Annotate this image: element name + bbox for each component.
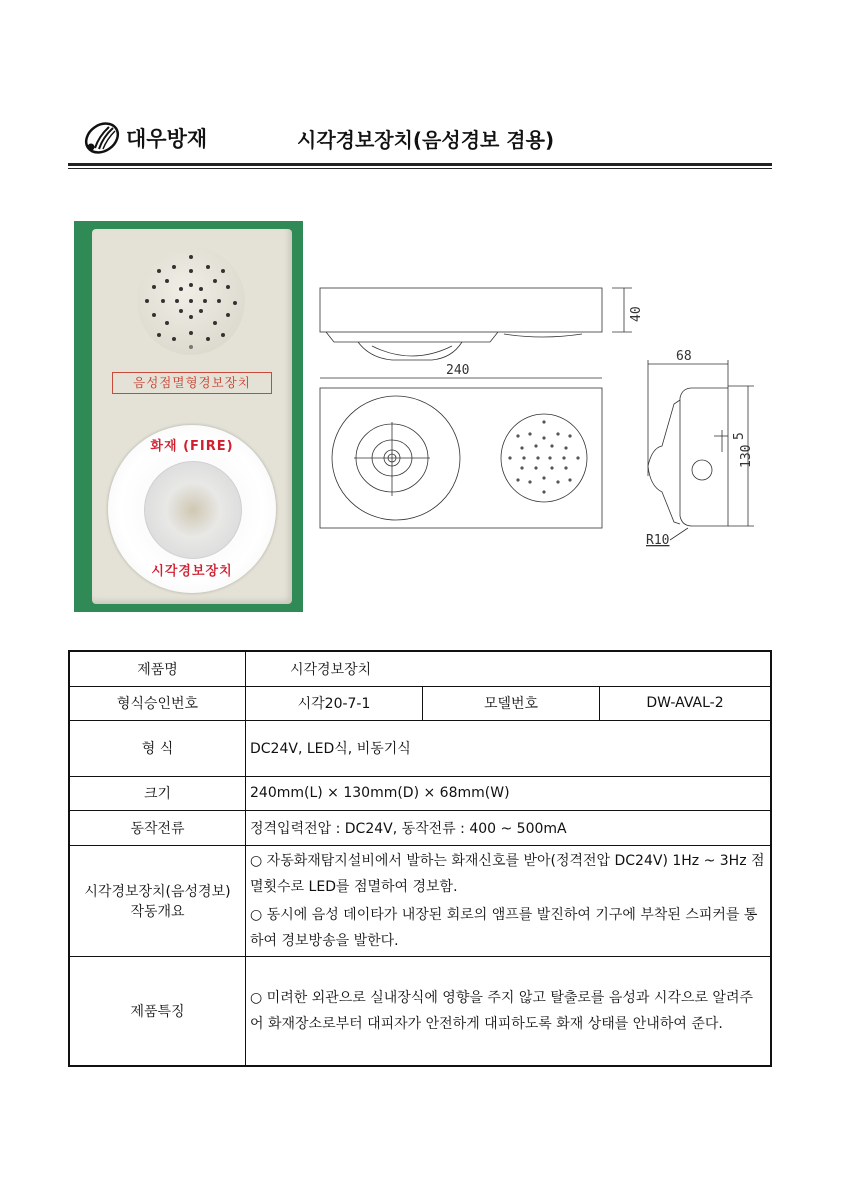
size-label: 크기: [69, 776, 246, 810]
product-name-label: 제품명: [69, 651, 246, 686]
type-value: DC24V, LED식, 비동기식: [246, 720, 772, 776]
approval-label: 형식승인번호: [69, 686, 246, 720]
dim-height: 40: [629, 306, 644, 322]
size-value: 240mm(L) × 130mm(D) × 68mm(W): [246, 776, 772, 810]
strobe-lens: [144, 461, 242, 559]
document-title: 시각경보장치(음성경보 겸용): [297, 128, 555, 152]
svg-text:68: 68: [676, 349, 692, 364]
operation-paragraph-2: ○ 동시에 음성 데이타가 내장된 회로의 앰프를 발진하여 기구에 부착된 스피커를 통하여 경보방송을 발한다.: [250, 906, 758, 949]
current-value: 정격입력전압 : DC24V, 동작전류 : 400 ~ 500mA: [246, 810, 772, 845]
operation-label-line1: 시각경보장치(음성경보): [84, 883, 231, 900]
strobe-top-text: 화재 (FIRE): [150, 439, 234, 454]
header-rule-thick: [68, 163, 772, 166]
svg-text:240: 240: [446, 363, 470, 378]
operation-label: [69, 845, 246, 956]
speaker-grille: [137, 247, 245, 355]
strobe-light: [108, 425, 276, 593]
table-row: [69, 720, 771, 776]
table-row: [69, 651, 771, 686]
approval-value: 시각20-7-1: [246, 686, 423, 720]
feature-paragraph-1: ○ 미려한 외관으로 실내장식에 영향을 주지 않고 탈출로를 음성과 시각으로 알려주어 화재장소로부터 대피자가 안전하게 대피하도록 화재 상태를 안내하여 준다.: [250, 989, 754, 1032]
dimension-drawing: [312, 276, 772, 556]
strobe-bottom-text: 시각경보장치: [151, 564, 233, 579]
feature-value: [246, 956, 772, 1066]
document-header: [82, 118, 772, 158]
table-row: [69, 956, 771, 1066]
company-logo: [82, 118, 207, 158]
company-name: 대우방재: [126, 127, 208, 151]
current-label: 동작전류: [69, 810, 246, 845]
table-row: [69, 776, 771, 810]
table-row: [69, 845, 771, 956]
product-photo: [74, 221, 303, 612]
model-value: DW-AVAL-2: [600, 686, 772, 720]
operation-label-line2: 작동개요: [130, 903, 185, 920]
header-rule-thin: [68, 168, 772, 169]
spec-table: [68, 650, 772, 1067]
svg-text:R10: R10: [646, 533, 670, 548]
device-body: [92, 229, 292, 604]
svg-text:5: 5: [732, 432, 747, 440]
model-label: 모델번호: [423, 686, 600, 720]
feature-label: 제품특징: [69, 956, 246, 1066]
svg-text:130: 130: [739, 444, 754, 468]
operation-value: [246, 845, 772, 956]
table-row: [69, 810, 771, 845]
operation-paragraph-1: ○ 자동화재탐지설비에서 발하는 화재신호를 받아(정격전압 DC24V) 1Hz ~ 3Hz 점멸횟수로 LED를 점멸하여 경보함.: [250, 852, 765, 895]
device-label: 음성점멸형경보장치: [112, 372, 272, 394]
product-name-value: 시각경보장치: [246, 651, 772, 686]
table-row: [69, 686, 771, 720]
type-label: 형 식: [69, 720, 246, 776]
logo-icon: [82, 118, 122, 158]
